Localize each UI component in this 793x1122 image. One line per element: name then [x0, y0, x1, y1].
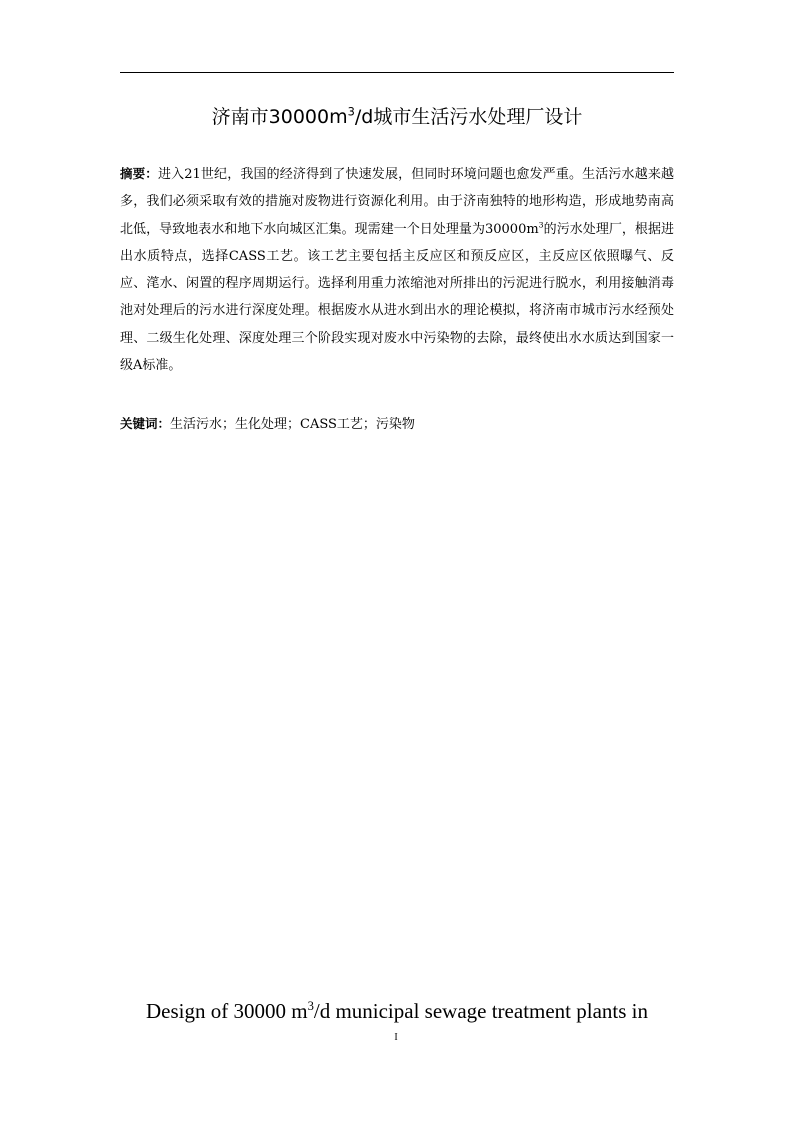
- chinese-title-text-end: /d城市生活污水处理厂设计: [354, 106, 583, 128]
- english-title: [80, 994, 714, 1028]
- keywords-text: 生活污水；生化处理；CASS工艺；污染物: [170, 417, 415, 432]
- abstract-superscript: 3: [538, 220, 544, 230]
- abstract-paragraph: [120, 160, 674, 379]
- abstract-label: 摘要：: [120, 166, 158, 181]
- keywords-label: 关键词：: [120, 416, 171, 431]
- english-title-superscript: 3: [307, 999, 314, 1013]
- page-number: I: [394, 1032, 398, 1043]
- header-rule: [120, 72, 674, 73]
- abstract-text: 进入21世纪，我国的经济得到了快速发展，但同时环境问题也愈发严重。生活污水越来越多，我们必须采取有效的措施对废物进行资源化利用。由于济南独特的地形构造，形成地势南高北低，导致地表水和地下水向城区汇集。现需建一个日处理量为30000m: [120, 167, 674, 237]
- keywords-line: [120, 410, 674, 438]
- english-title-text-end: /d municipal sewage treatment plants in: [313, 999, 649, 1023]
- english-title-text: Design of 30000 m: [145, 999, 308, 1023]
- chinese-title: [120, 104, 674, 130]
- abstract-text-end: 的污水处理厂，根据进出水质特点，选择CASS工艺。该工艺主要包括主反应区和预反应区，主反应区依照曝气、反应、滗水、闲置的程序周期运行。选择利用重力浓缩池对所排出的污泥进行脱水，利用接触消毒池对处理后的污水进行深度处理。根据废水从进水到出水的理论模拟，将济南市城市污水经预处理、二级生化处理、深度处理三个阶段实现对废水中污染物的去除，最终使出水水质达到国家一级A标准。: [120, 221, 674, 374]
- chinese-title-text: 济南市30000m: [211, 106, 348, 128]
- chinese-title-superscript: 3: [347, 104, 355, 119]
